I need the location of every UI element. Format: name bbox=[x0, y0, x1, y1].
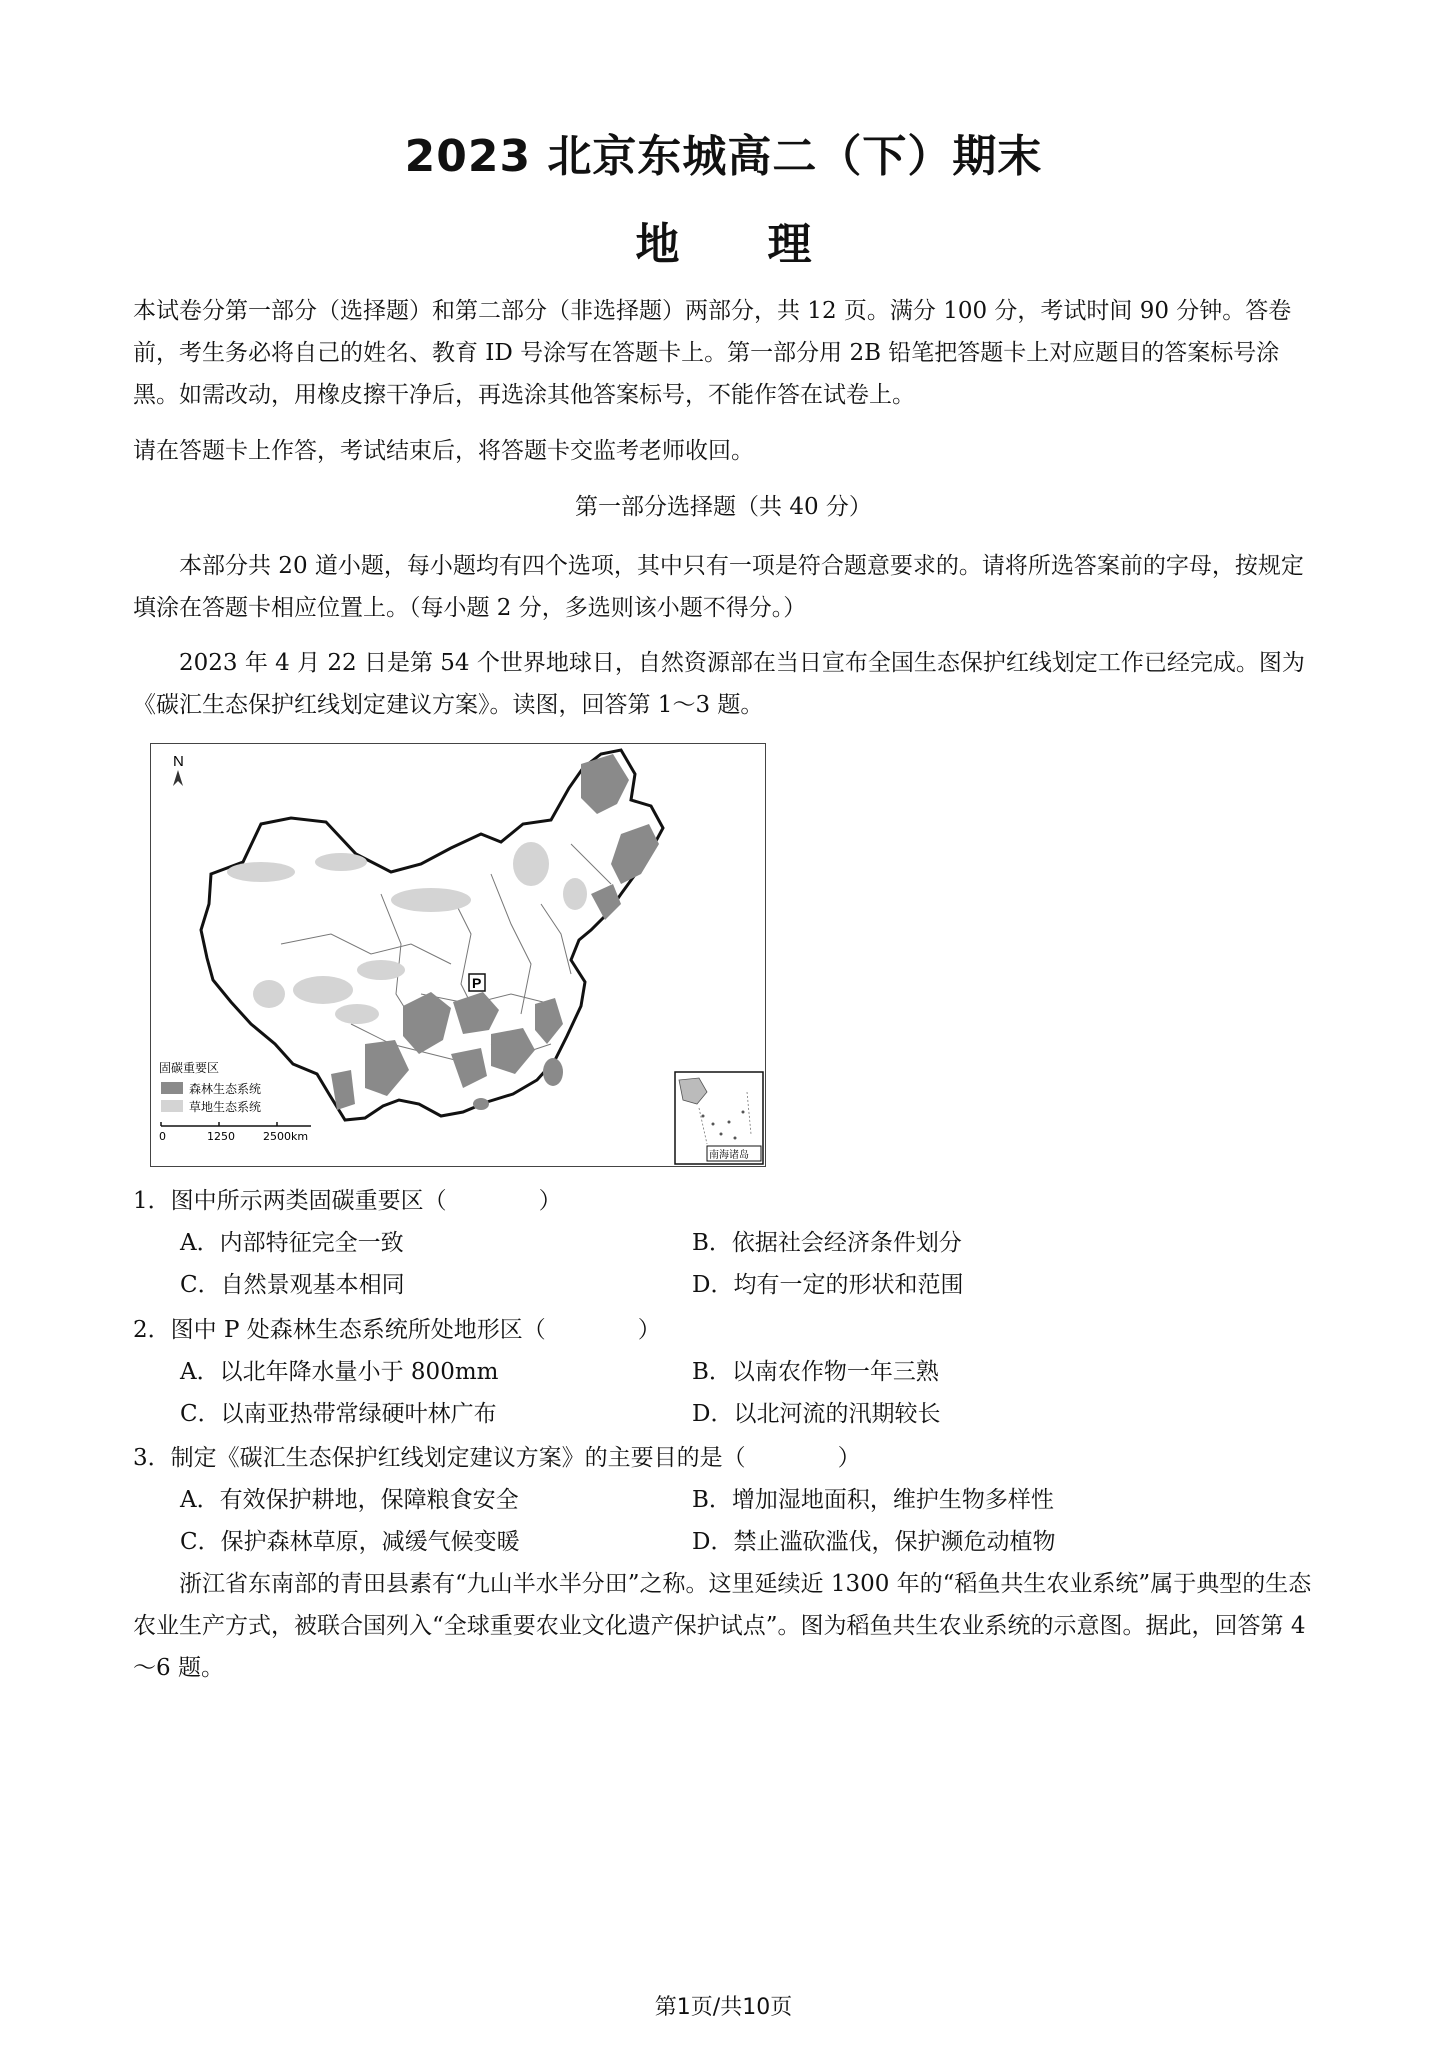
carbon-sink-map bbox=[150, 743, 766, 1167]
instructions-return-note: 请在答题卡上作答，考试结束后，将答题卡交监考老师收回。 bbox=[133, 438, 754, 464]
point-p-marker bbox=[469, 974, 485, 991]
question-1-option-d: D．均有一定的形状和范围 bbox=[692, 1272, 964, 1298]
legend-grass-label: 草地生态系统 bbox=[189, 1100, 262, 1114]
question-3-option-a: A．有效保护耕地，保障粮食安全 bbox=[180, 1487, 519, 1513]
scale-bar bbox=[159, 1122, 311, 1143]
passage-rice-fish: 浙江省东南部的青田县素有“九山半水半分田”之称。这里延续近 1300 年的“稻鱼共生农业系统”属于典型的生态农业生产方式，被联合国列入“全球重要农业文化遗产保护试点”。图为稻鱼共生农业系统的示意图。据此，回答第 4～6 题。 bbox=[133, 1571, 1312, 1681]
subject-title: 地理 bbox=[635, 219, 900, 270]
question-3-option-b: B．增加湿地面积，维护生物多样性 bbox=[692, 1487, 1054, 1513]
china-map-graphic bbox=[151, 744, 765, 1166]
scale-label-0: 0 bbox=[159, 1130, 166, 1143]
legend-forest-label: 森林生态系统 bbox=[189, 1082, 262, 1096]
question-1-stem: 1．图中所示两类固碳重要区（ ） bbox=[133, 1188, 562, 1214]
south-china-sea-inset bbox=[675, 1072, 763, 1164]
question-2-stem: 2．图中 P 处森林生态系统所处地形区（ ） bbox=[133, 1317, 661, 1343]
scale-label-1250: 1250 bbox=[207, 1130, 235, 1143]
question-2-option-a: A．以北年降水量小于 800mm bbox=[180, 1359, 499, 1385]
question-2-option-b: B．以南农作物一年三熟 bbox=[692, 1359, 939, 1385]
question-2-option-c: C．以南亚热带常绿硬叶林广布 bbox=[180, 1401, 497, 1427]
page-number: 第1页/共10页 bbox=[654, 1995, 793, 2020]
inset-label: 南海诸岛 bbox=[709, 1150, 749, 1161]
question-3-option-c: C．保护森林草原，减缓气候变暖 bbox=[180, 1529, 520, 1555]
section-heading: 第一部分选择题（共 40 分） bbox=[575, 494, 872, 520]
legend-title: 固碳重要区 bbox=[159, 1061, 220, 1075]
passage-earth-day: 2023 年 4 月 22 日是第 54 个世界地球日，自然资源部在当日宣布全国生态保护红线划定工作已经完成。图为《碳汇生态保护红线划定建议方案》。读图，回答第 1～3 题。 bbox=[133, 650, 1305, 718]
question-1-option-b: B．依据社会经济条件划分 bbox=[692, 1230, 962, 1256]
question-1-option-c: C．自然景观基本相同 bbox=[180, 1272, 405, 1298]
map-legend bbox=[159, 1060, 261, 1114]
question-1-option-a: A．内部特征完全一致 bbox=[180, 1230, 404, 1256]
question-3-stem: 3．制定《碳汇生态保护红线划定建议方案》的主要目的是（ ） bbox=[133, 1445, 861, 1471]
north-arrow-icon bbox=[173, 753, 184, 786]
legend-grass-swatch bbox=[161, 1100, 183, 1112]
point-p-label: P bbox=[472, 975, 482, 991]
question-2-option-d: D．以北河流的汛期较长 bbox=[692, 1401, 941, 1427]
exam-title: 2023 北京东城高二（下）期末 bbox=[404, 131, 1043, 182]
legend-forest-swatch bbox=[161, 1082, 183, 1094]
question-3-option-d: D．禁止滥砍滥伐，保护濒危动植物 bbox=[692, 1529, 1056, 1555]
scale-label-2500: 2500km bbox=[263, 1130, 309, 1143]
instructions-paragraph: 本试卷分第一部分（选择题）和第二部分（非选择题）两部分，共 12 页。满分 100 分，考试时间 90 分钟。答卷前，考生务必将自己的姓名、教育 ID 号涂写在答题卡上。第一部分用 2B 铅笔把答题卡上对应题目的答案标号涂黑。如需改动，用橡皮擦干净后，再选涂其他答案标号，不能作答在试卷上。 bbox=[133, 298, 1292, 408]
section-intro: 本部分共 20 道小题，每小题均有四个选项，其中只有一项是符合题意要求的。请将所选答案前的字母，按规定填涂在答题卡相应位置上。（每小题 2 分，多选则该小题不得分。） bbox=[133, 553, 1304, 621]
north-label: N bbox=[173, 753, 184, 770]
